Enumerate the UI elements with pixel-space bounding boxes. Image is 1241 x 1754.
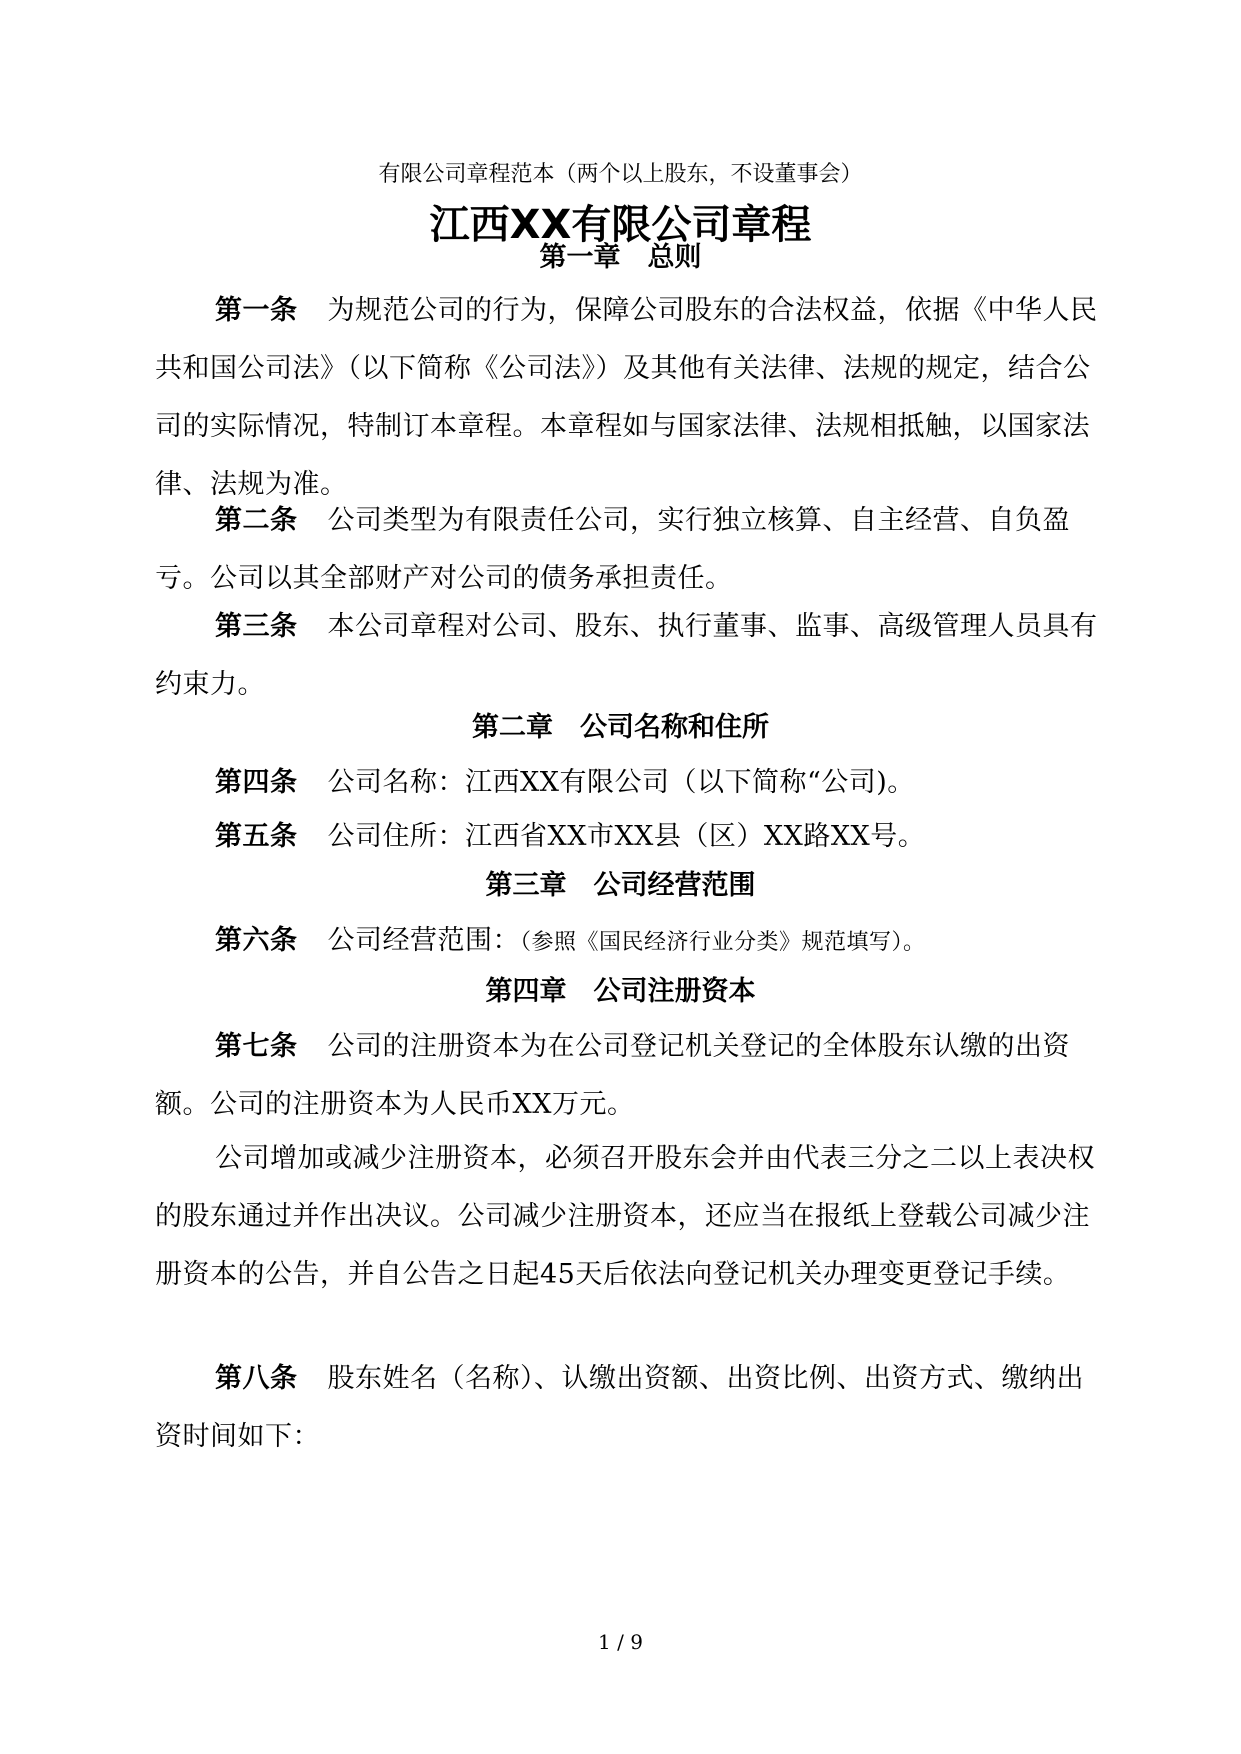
article-label: 第二条 bbox=[215, 505, 298, 536]
article-label: 第七条 bbox=[215, 1031, 298, 1062]
article-label: 第五条 bbox=[215, 821, 298, 852]
article-2 bbox=[155, 492, 1105, 608]
article-text: 公司类型为有限责任公司，实行独立核算、自主经营、自负盈亏。公司以其全部财产对公司的债务承担责任。 bbox=[155, 505, 1070, 594]
article-text: 公司的注册资本为在公司登记机关登记的全体股东认缴的出资额。公司的注册资本为人民币XX万元。 bbox=[155, 1031, 1070, 1120]
chapter-heading-1: 第一章 总则 bbox=[539, 242, 702, 273]
article-text: 股东姓名（名称）、认缴出资额、出资比例、出资方式、缴纳出资时间如下： bbox=[155, 1363, 1084, 1452]
article-8 bbox=[155, 1350, 1105, 1466]
article-label: 第八条 bbox=[215, 1363, 298, 1394]
article-4 bbox=[155, 754, 1105, 812]
article-text: 公司增加或减少注册资本，必须召开股东会并由代表三分之二以上表决权的股东通过并作出决议。公司减少注册资本，还应当在报纸上登载公司减少注册资本的公告，并自公告之日起45天后依法向登记机关办理变更登记手续。 bbox=[155, 1143, 1095, 1290]
chapter-heading-2: 第二章 公司名称和住所 bbox=[472, 712, 769, 743]
article-label: 第四条 bbox=[215, 767, 298, 798]
article-text: 公司名称：江西XX有限公司（以下简称“公司)。 bbox=[327, 767, 915, 798]
article-text: 公司住所：江西省XX市XX县（区）XX路XX号。 bbox=[327, 821, 926, 852]
article-text: 为规范公司的行为，保障公司股东的合法权益，依据《中华人民共和国公司法》（以下简称《公司法》）及其他有关法律、法规的规定，结合公司的实际情况，特制订本章程。本章程如与国家法律、法规相抵触，以国家法律、法规为准。 bbox=[155, 295, 1098, 500]
article-3 bbox=[155, 598, 1105, 714]
article-7-paragraph-2 bbox=[155, 1130, 1105, 1304]
article-6 bbox=[155, 912, 1105, 972]
chapter-heading-4: 第四章 公司注册资本 bbox=[485, 976, 756, 1007]
article-note: （参照《国民经济行业分类》规范填写）。 bbox=[520, 930, 926, 955]
article-1 bbox=[155, 282, 1105, 514]
article-label: 第六条 bbox=[215, 925, 298, 956]
document-title: 江西XX有限公司章程 bbox=[429, 202, 812, 248]
article-text: 公司经营范围： bbox=[327, 925, 520, 956]
article-5 bbox=[155, 808, 1105, 866]
page-number: 1 / 9 bbox=[598, 1630, 643, 1654]
chapter-heading-3: 第三章 公司经营范围 bbox=[485, 870, 756, 901]
article-7 bbox=[155, 1018, 1105, 1134]
article-text: 本公司章程对公司、股东、执行董事、监事、高级管理人员具有约束力。 bbox=[155, 611, 1098, 700]
article-label: 第一条 bbox=[215, 295, 298, 326]
article-label: 第三条 bbox=[215, 611, 298, 642]
document-subtitle: 有限公司章程范本（两个以上股东，不设董事会） bbox=[378, 162, 863, 187]
